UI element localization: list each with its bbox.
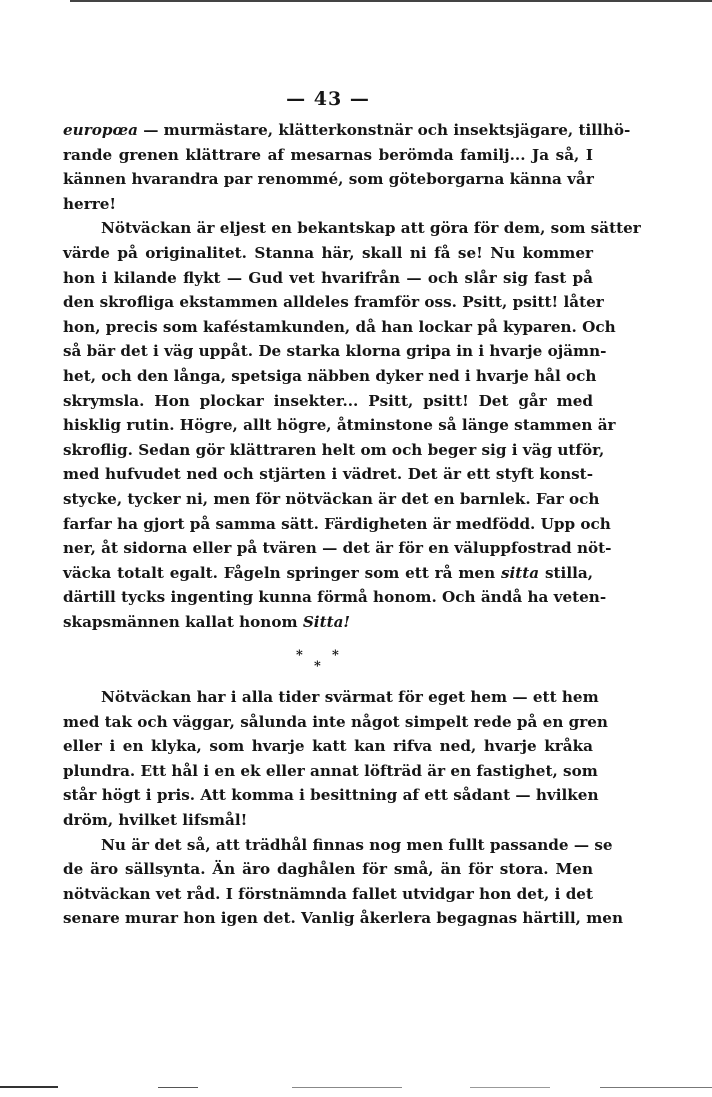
paragraph <box>63 685 608 833</box>
bottom-scan-marks <box>0 1077 712 1097</box>
text-line: väcka totalt egalt. Fågeln springer som ett rå men sitta stilla, <box>63 563 593 582</box>
text-line: med tak och väggar, sålunda inte något simpelt rede på en gren <box>63 712 608 731</box>
text-line: den skrofliga ekstammen alldeles framför oss. Psitt, psitt! låter <box>63 293 604 312</box>
text-line: värde på originalitet. Stanna här, skall ni få se! Nu kommer <box>63 243 593 262</box>
text-line: så bär det i väg uppåt. De starka klorna gripa in i hvarje ojämn- <box>63 342 607 361</box>
page-number: — 43 — <box>286 88 370 110</box>
text-line: Nötväckan har i alla tider svärmat för eget hem — ett hem <box>101 688 599 706</box>
paragraph <box>63 118 631 216</box>
scan-mark <box>600 1087 712 1088</box>
text-line: därtill tycks ingenting kunna förmå honom. Och ändå ha veten- <box>63 588 607 607</box>
text-line: med hufvudet ned och stjärten i vädret. Det är ett styft konst- <box>63 465 593 484</box>
text-line: skrymsla. Hon plockar insekter... Psitt, psitt! Det går med <box>63 391 593 410</box>
text-line: dröm, hvilket lifsmål! <box>63 810 248 829</box>
asterisk: * <box>332 648 339 663</box>
text-line: eller i en klyka, som hvarje katt kan rifva ned, hvarje kråka <box>63 737 593 756</box>
text-line: kännen hvarandra par renommé, som göteborgarna känna vår <box>63 170 594 189</box>
asterisk: * <box>296 648 303 663</box>
section-divider-asterism <box>290 648 350 674</box>
scan-mark <box>158 1087 198 1088</box>
text-line: herre! <box>63 194 117 213</box>
text-line: Nötväckan är eljest en bekantskap att göra för dem, som sätter <box>101 219 641 238</box>
paragraph <box>63 833 623 931</box>
text-line: rande grenen klättrare af mesarnas berömda familj... Ja så, I <box>63 145 593 164</box>
text-line: plundra. Ett hål i en ek eller annat löfträd är en fastighet, som <box>63 761 598 780</box>
text-line: de äro sällsynta. Än äro daghålen för små, än för stora. Men <box>63 860 593 879</box>
text-line: skapsmännen kallat honom Sitta! <box>63 612 351 631</box>
asterisk: * <box>314 659 321 674</box>
text-block-upper <box>63 118 641 634</box>
text-line: hon, precis som kaféstamkunden, då han lockar på kyparen. Och <box>63 317 616 336</box>
scan-mark <box>0 1086 58 1088</box>
paragraph <box>63 216 641 634</box>
text-line: farfar ha gjort på samma sätt. Färdigheten är medfödd. Upp och <box>63 514 611 533</box>
text-line: Nu är det så, att trädhål finnas nog men fullt passande — se <box>101 835 613 854</box>
text-line: stycke, tycker ni, men för nötväckan är det en barnlek. Far och <box>63 489 600 508</box>
text-line: nötväckan vet råd. I förstnämnda fallet utvidgar hon det, i det <box>63 884 593 903</box>
top-page-rule <box>70 0 712 7</box>
scan-mark <box>470 1087 550 1088</box>
text-line: ner, åt sidorna eller på tvären — det är för en väluppfostrad nöt- <box>63 539 612 558</box>
text-line: står högt i pris. Att komma i besittning af ett sådant — hvilken <box>63 786 599 805</box>
text-block-lower <box>63 685 623 931</box>
scan-mark <box>292 1087 402 1088</box>
text-line: het, och den långa, spetsiga näbben dyker ned i hvarje hål och <box>63 366 597 385</box>
text-line: hon i kilande flykt — Gud vet hvarifrån — och slår sig fast på <box>63 268 593 287</box>
text-line: skroflig. Sedan gör klättraren helt om och beger sig i väg utför, <box>63 440 605 459</box>
text-line: senare murar hon igen det. Vanlig åkerlera begagnas härtill, men <box>63 909 623 928</box>
text-line: europœa — murmästare, klätterkonstnär och insektsjägare, tillhö- <box>63 121 631 139</box>
text-line: hisklig rutin. Högre, allt högre, åtminstone så länge stammen är <box>63 416 616 435</box>
